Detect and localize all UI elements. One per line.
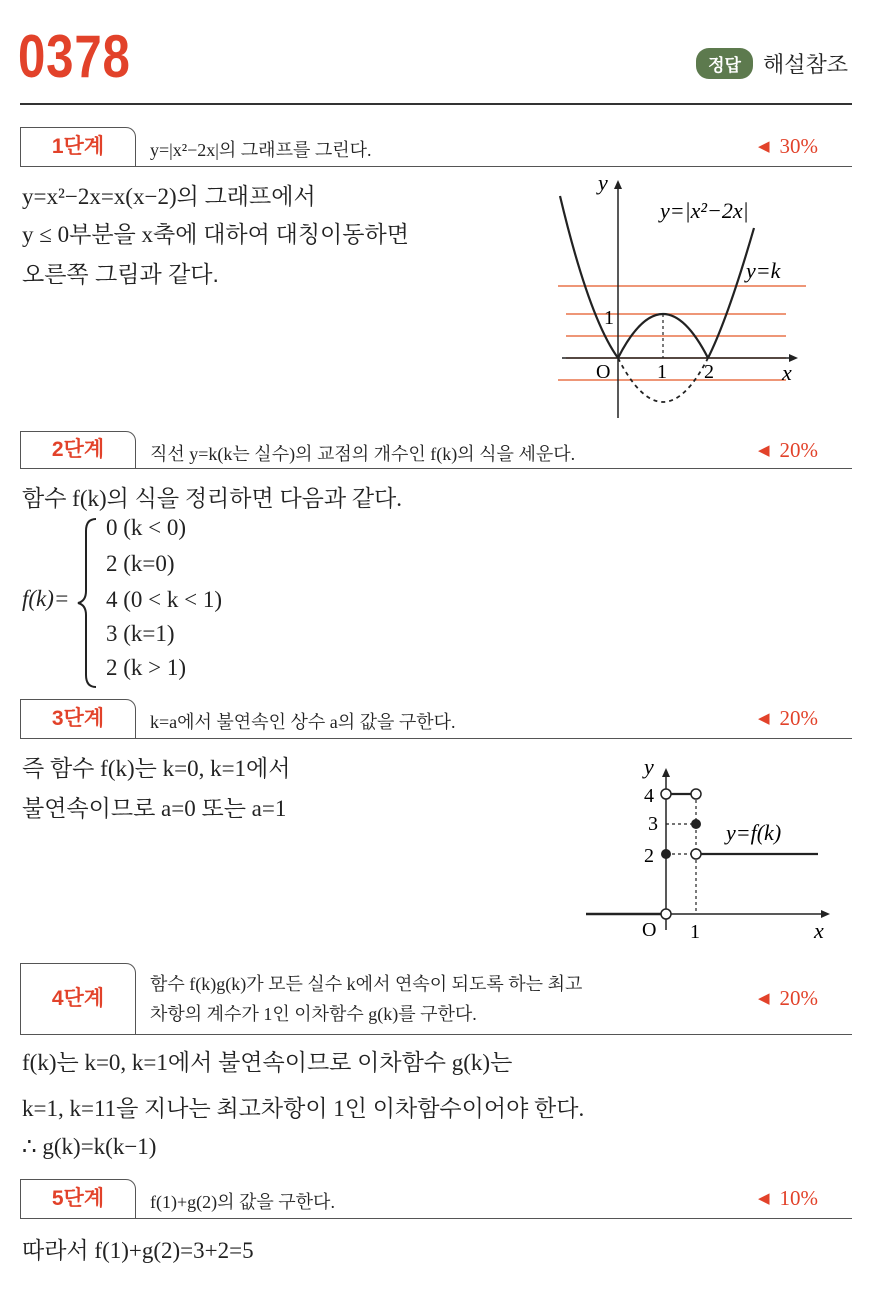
step-5-header: [20, 1178, 852, 1219]
top-rule: [20, 103, 852, 105]
step-5-label: 5단계: [20, 1179, 136, 1218]
step1-line-2: y ≤ 0부분을 x축에 대하여 대칭이동하면: [22, 222, 409, 247]
step-1-label: 1단계: [20, 127, 136, 166]
open-point-1-4: [691, 789, 701, 799]
graph2-x-label: x: [814, 918, 824, 943]
graph1-x-label: x: [782, 360, 792, 385]
graph2-curve-label: y=f(k): [726, 820, 782, 845]
step4-line-3: ∴ g(k)=k(k−1): [22, 1134, 157, 1159]
y-axis-arrow-icon: [614, 180, 622, 189]
step-2-desc: 직선 y=k(k는 실수)의 교점의 개수인 f(k)의 식을 세운다.: [150, 444, 576, 464]
fk-case-4: 3 (k=1): [106, 621, 175, 646]
problem-number: 0378: [18, 23, 131, 90]
step1-line-3: 오른쪽 그림과 같다.: [22, 261, 219, 287]
graph2-x-tick-1: 1: [690, 921, 700, 943]
triangle-left-icon: ◀: [757, 1191, 770, 1207]
graph1-x-tick-2: 2: [704, 361, 714, 383]
graph1-line-label: y=k: [746, 258, 781, 283]
graph2-y-label: y: [644, 754, 654, 779]
step4-line-2: k=1, k=11을 지나는 최고차항이 1인 이차함수이어야 한다.: [22, 1096, 585, 1121]
closed-point-1-3: [691, 819, 701, 829]
open-point-1-2: [691, 849, 701, 859]
graph-abs-parabola: [548, 172, 828, 424]
graph2-y-tick-2: 2: [644, 845, 654, 867]
graph2-y-tick-3: 3: [648, 813, 658, 835]
step5-text: 따라서 f(1)+g(2)=3+2=5: [22, 1238, 254, 1263]
step-1-desc: y=|x²−2x|의 그래프를 그린다.: [150, 140, 372, 160]
graph2-y-tick-4: 4: [644, 785, 654, 807]
step-2-header: [20, 430, 852, 469]
step3-line-1: 즉 함수 f(k)는 k=0, k=1에서: [22, 756, 291, 781]
step-1-header: [20, 124, 852, 167]
triangle-left-icon: ◀: [757, 139, 770, 155]
fk-lhs: f(k)=: [22, 586, 70, 611]
answer-area: [696, 48, 848, 79]
fk-case-1: 0 (k < 0): [106, 515, 187, 540]
step-4-desc-line-2: 차항의 계수가 1인 이차함수 g(k)를 구한다.: [150, 1004, 477, 1024]
curve-right-branch: [708, 228, 754, 358]
step-4-percent: ◀ 20%: [757, 986, 818, 1010]
step-4-label: 4단계: [20, 963, 136, 1034]
fk-case-2: 2 (k=0): [106, 551, 175, 576]
step-3-desc: k=a에서 불연속인 상수 a의 값을 구한다.: [150, 712, 456, 732]
open-point-0-0: [661, 909, 671, 919]
graph1-y-label: y: [598, 172, 608, 195]
step-2-label: 2단계: [20, 431, 136, 468]
step-3-label: 3단계: [20, 699, 136, 738]
closed-point-0-2: [661, 849, 671, 859]
triangle-left-icon: ◀: [757, 443, 770, 459]
answer-text: 해설참조: [762, 52, 848, 77]
step3-line-2: 불연속이므로 a=0 또는 a=1: [22, 796, 287, 821]
graph1-x-tick-1: 1: [657, 361, 667, 383]
cases-brace: [20, 515, 100, 695]
x-axis-arrow-icon: [821, 910, 830, 918]
graph2-origin-label: O: [642, 919, 657, 941]
y-axis-arrow-icon: [662, 768, 670, 777]
step-5-desc: f(1)+g(2)의 값을 구한다.: [150, 1192, 335, 1212]
step2-text: 함수 f(k)의 식을 정리하면 다음과 같다.: [22, 486, 403, 511]
fk-case-3: 4 (0 < k < 1): [106, 587, 223, 612]
step-3-percent: ◀ 20%: [757, 706, 818, 730]
open-point-0-4: [661, 789, 671, 799]
curve-left-branch: [560, 196, 618, 358]
step-3-header: [20, 698, 852, 739]
triangle-left-icon: ◀: [757, 711, 770, 727]
answer-badge: 정답: [696, 48, 753, 79]
graph1-y-tick-1: 1: [604, 307, 614, 329]
step-4-desc-line-1: 함수 f(k)g(k)가 모든 실수 k에서 연속이 되도록 하는 최고: [150, 974, 583, 994]
fk-case-5: 2 (k > 1): [106, 655, 187, 680]
triangle-left-icon: ◀: [757, 991, 770, 1007]
step4-line-1: f(k)는 k=0, k=1에서 불연속이므로 이차함수 g(k)는: [22, 1050, 513, 1075]
step-5-percent: ◀ 10%: [757, 1186, 818, 1210]
step-1-percent: ◀ 30%: [757, 134, 818, 158]
graph1-curve-label: y=|x²−2x|: [660, 198, 749, 223]
step-4-header: [20, 962, 852, 1035]
graph1-origin-label: O: [596, 361, 611, 383]
graph-fk: [582, 752, 842, 952]
step-2-percent: ◀ 20%: [757, 438, 818, 462]
step1-line-1: y=x²−2x=x(x−2)의 그래프에서: [22, 184, 316, 209]
